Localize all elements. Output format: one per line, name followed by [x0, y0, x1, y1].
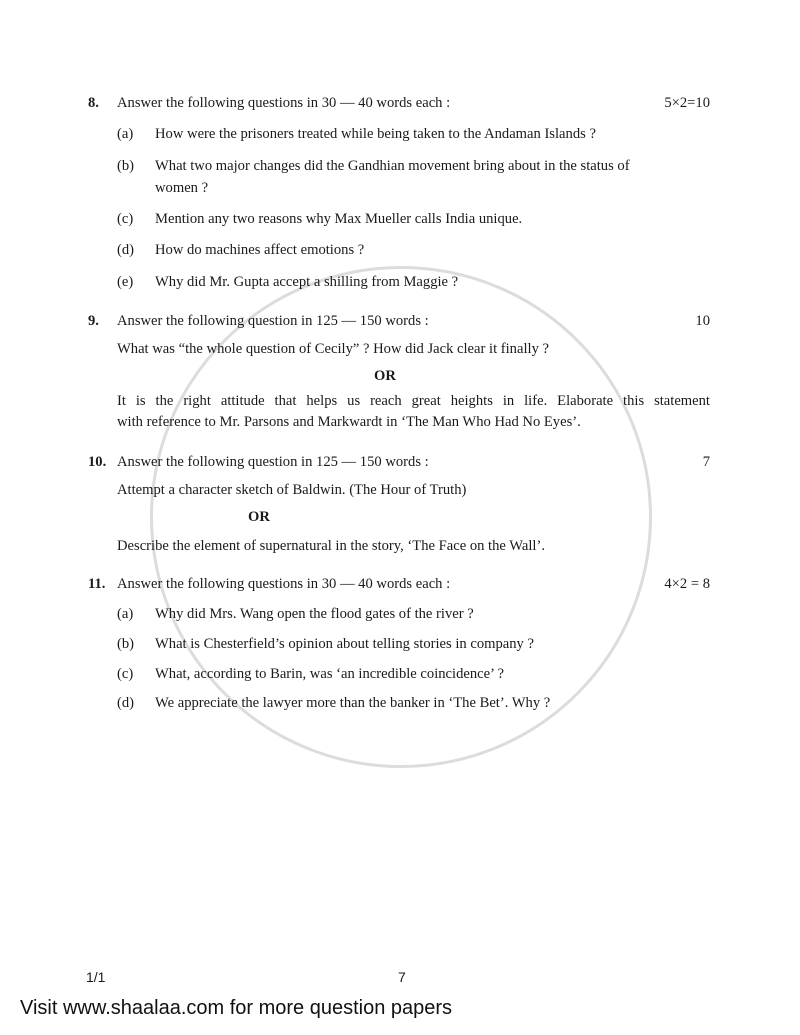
- option-text: Attempt a character sketch of Baldwin. (The Hour of Truth): [117, 482, 467, 498]
- option-text: It is the right attitude that helps us reach great heights in life. Elaborate this statement: [117, 393, 710, 409]
- question-stem: Answer the following question in 125 — 150 words :: [117, 454, 429, 470]
- question-number: 10.: [88, 454, 107, 470]
- question-marks: 10: [695, 313, 710, 329]
- part-text: What, according to Barin, was ‘an incredible coincidence’ ?: [155, 666, 505, 682]
- option-text: What was “the whole question of Cecily” ? How did Jack clear it finally ?: [117, 341, 549, 357]
- page-number: 7: [398, 969, 406, 985]
- part-text: What two major changes did the Gandhian movement bring about in the status of: [155, 158, 630, 174]
- part-text: women ?: [155, 180, 209, 196]
- part-text: Why did Mrs. Wang open the flood gates of the river ?: [155, 606, 474, 622]
- question-number: 8.: [88, 95, 99, 111]
- question-number: 11.: [88, 576, 106, 592]
- part-label: (d): [117, 695, 135, 711]
- option-text: Describe the element of supernatural in the story, ‘The Face on the Wall’.: [117, 538, 545, 554]
- part-label: (b): [117, 158, 135, 174]
- part-label: (b): [117, 636, 135, 652]
- visit-link[interactable]: Visit www.shaalaa.com for more question papers: [20, 997, 453, 1019]
- part-label: (a): [117, 606, 134, 622]
- part-label: (a): [117, 126, 134, 142]
- part-text: Why did Mr. Gupta accept a shilling from Maggie ?: [155, 274, 459, 290]
- question-stem: Answer the following question in 125 — 150 words :: [117, 313, 429, 329]
- or-divider: OR: [248, 509, 270, 525]
- part-label: (c): [117, 211, 134, 227]
- part-label: (c): [117, 666, 134, 682]
- part-label: (e): [117, 274, 134, 290]
- part-text: Mention any two reasons why Max Mueller calls India unique.: [155, 211, 523, 227]
- or-divider: OR: [374, 368, 396, 384]
- part-text: How were the prisoners treated while being taken to the Andaman Islands ?: [155, 126, 596, 142]
- question-marks: 5×2=10: [664, 95, 710, 111]
- part-text: We appreciate the lawyer more than the banker in ‘The Bet’. Why ?: [155, 695, 551, 711]
- question-stem: Answer the following questions in 30 — 40 words each :: [117, 95, 451, 111]
- question-stem: Answer the following questions in 30 — 40 words each :: [117, 576, 451, 592]
- question-marks: 7: [702, 454, 710, 470]
- option-text: with reference to Mr. Parsons and Markwardt in ‘The Man Who Had No Eyes’.: [117, 414, 581, 430]
- part-text: How do machines affect emotions ?: [155, 242, 365, 258]
- page-of: 1/1: [86, 969, 106, 985]
- part-label: (d): [117, 242, 135, 258]
- part-text: What is Chesterfield’s opinion about telling stories in company ?: [155, 636, 534, 652]
- question-marks: 4×2 = 8: [664, 576, 710, 592]
- question-number: 9.: [88, 313, 99, 329]
